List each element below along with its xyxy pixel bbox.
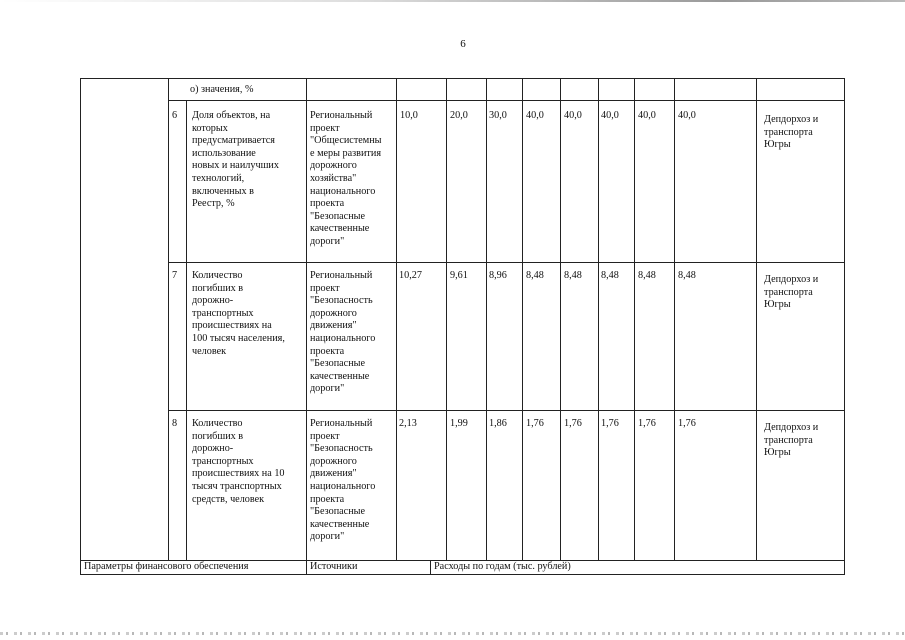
col-line <box>168 78 169 560</box>
value-cell: 9,61 <box>450 270 468 281</box>
col-line <box>486 78 487 560</box>
responsible-executor: Депдорхоз и транспорта Югры <box>764 274 819 311</box>
source-project: Региональный проект "Общесистемны е меры развития дорожного хозяйства" национального проекта "Безопасные качественные дороги" <box>310 110 382 247</box>
financing-params-label: Параметры финансового обеспечения <box>84 561 249 572</box>
value-cell: 10,27 <box>399 270 422 281</box>
row-number: 8 <box>172 418 178 429</box>
indicator-name: Количество погибших в дорожно- транспортных происшествиях на 100 тысяч населения, человек <box>192 270 285 357</box>
value-cell: 40,0 <box>564 110 582 121</box>
source-project: Региональный проект "Безопасность дорожного движения" национального проекта "Безопасные качественные дороги" <box>310 418 376 543</box>
value-cell: 40,0 <box>678 110 696 121</box>
value-cell: 1,76 <box>678 418 696 429</box>
value-cell: 8,48 <box>638 270 656 281</box>
col-line <box>560 78 561 560</box>
col-line <box>522 78 523 560</box>
header-fragment: о) значения, % <box>190 84 254 95</box>
table-border-right <box>844 78 845 575</box>
col-line <box>598 78 599 560</box>
indicator-name: Доля объектов, на которых предусматривается использование новых и наилучших технологий, включенных в Реестр, % <box>192 110 279 210</box>
row-number: 6 <box>172 110 178 121</box>
value-cell: 10,0 <box>400 110 418 121</box>
scan-edge-top <box>0 0 905 2</box>
row-line <box>168 100 845 101</box>
sources-label: Источники <box>310 561 358 572</box>
scan-edge-bottom <box>0 632 905 635</box>
source-project: Региональный проект "Безопасность дорожного движения" национального проекта "Безопасные качественные дороги" <box>310 270 376 395</box>
expenses-by-year-label: Расходы по годам (тыс. рублей) <box>434 561 571 572</box>
value-cell: 8,48 <box>678 270 696 281</box>
value-cell: 40,0 <box>601 110 619 121</box>
row-line <box>168 410 845 411</box>
table-border-left <box>80 78 81 575</box>
col-line <box>306 78 307 575</box>
value-cell: 1,76 <box>564 418 582 429</box>
value-cell: 8,96 <box>489 270 507 281</box>
value-cell: 40,0 <box>526 110 544 121</box>
value-cell: 1,76 <box>601 418 619 429</box>
table-border-bottom <box>80 574 845 575</box>
value-cell: 2,13 <box>399 418 417 429</box>
value-cell: 40,0 <box>638 110 656 121</box>
value-cell: 8,48 <box>564 270 582 281</box>
value-cell: 20,0 <box>450 110 468 121</box>
value-cell: 1,76 <box>526 418 544 429</box>
col-line <box>674 78 675 560</box>
row-number: 7 <box>172 270 178 281</box>
col-line <box>396 78 397 560</box>
indicators-table <box>80 78 845 575</box>
value-cell: 8,48 <box>601 270 619 281</box>
value-cell: 1,76 <box>638 418 656 429</box>
row-line <box>168 262 845 263</box>
value-cell: 1,99 <box>450 418 468 429</box>
col-line <box>446 78 447 560</box>
value-cell: 1,86 <box>489 418 507 429</box>
responsible-executor: Депдорхоз и транспорта Югры <box>764 422 819 459</box>
col-line <box>756 78 757 560</box>
col-line <box>186 100 187 560</box>
value-cell: 30,0 <box>489 110 507 121</box>
indicator-name: Количество погибших в дорожно- транспортных происшествиях на 10 тысяч транспортных средств, человек <box>192 418 285 505</box>
col-line <box>634 78 635 560</box>
value-cell: 8,48 <box>526 270 544 281</box>
table-border-top <box>80 78 845 79</box>
page-number: 6 <box>460 38 466 50</box>
col-line-footer <box>430 560 431 575</box>
responsible-executor: Депдорхоз и транспорта Югры <box>764 114 819 151</box>
